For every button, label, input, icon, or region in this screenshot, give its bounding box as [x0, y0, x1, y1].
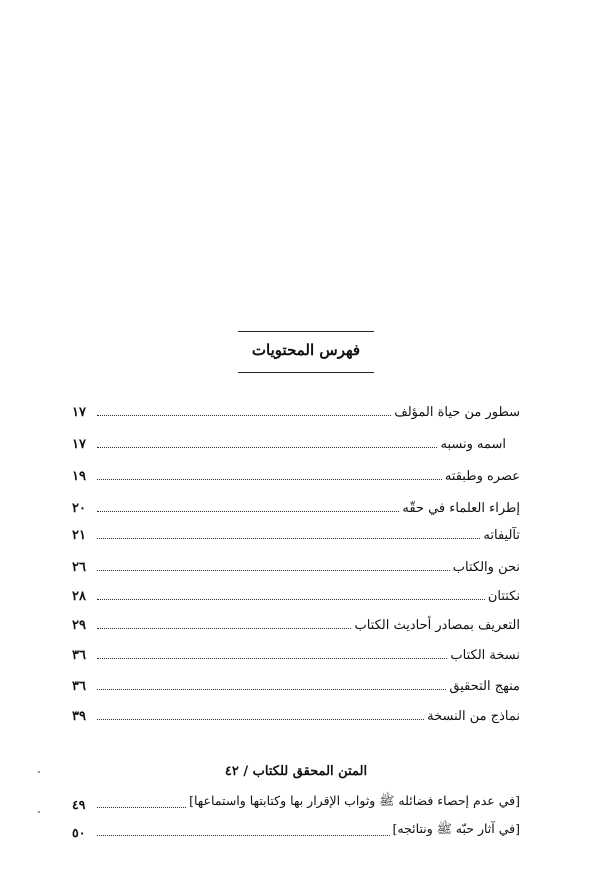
toc-entry [72, 430, 520, 452]
section-entry-label: [في عدم إحصاء فضائله ﷺ وثواب الإقرار بها وكتابتها واستماعها] [189, 793, 520, 808]
scan-speck [38, 811, 40, 813]
dot-leader [97, 719, 424, 720]
title-rule-bottom [238, 372, 374, 373]
toc-title-block [238, 331, 374, 373]
toc-entry-page: ١٧ [72, 405, 86, 420]
toc-entry [72, 702, 520, 724]
toc-entry-label: نحن والكتاب [452, 560, 520, 575]
toc-entry-page: ٢٦ [72, 560, 86, 575]
toc-entry [72, 398, 520, 420]
section-entry-label: [في آثار حبّه ﷺ ونتائجه] [392, 821, 520, 836]
section-entry [72, 818, 520, 840]
toc-entry-page: ٢٠ [72, 501, 86, 516]
dot-leader [97, 447, 437, 448]
toc-entry-page: ٢٩ [72, 618, 86, 633]
dot-leader [97, 689, 446, 690]
dot-leader [97, 570, 450, 571]
toc-entry-label: سطور من حياة المؤلف [394, 405, 520, 420]
title-rule-top [238, 331, 374, 332]
toc-entry-page: ٢١ [72, 528, 86, 543]
section-entry-page: ٥٠ [72, 825, 86, 840]
toc-entry-page: ٣٦ [72, 648, 86, 663]
toc-entry-label: عصره وطبقته [444, 469, 520, 484]
toc-entry [72, 494, 520, 516]
page-title: فهرس المحتويات [251, 341, 361, 359]
toc-entry-page: ١٩ [72, 469, 86, 484]
toc-entry-label: تآليفاته [483, 528, 520, 543]
dot-leader [97, 628, 351, 629]
section-entry [72, 790, 520, 812]
dot-leader [97, 479, 442, 480]
dot-leader [97, 835, 390, 836]
toc-entry-label: نكتتان [487, 589, 520, 604]
toc-entry [72, 641, 520, 663]
toc-entry-page: ٣٦ [72, 679, 86, 694]
toc-entry-label: منهج التحقيق [449, 679, 520, 694]
toc-entry [72, 462, 520, 484]
toc-entry [72, 611, 520, 633]
toc-entry-page: ١٧ [72, 437, 86, 452]
toc-entry [72, 582, 520, 604]
dot-leader [97, 415, 391, 416]
toc-entry [72, 521, 520, 543]
dot-leader [97, 658, 447, 659]
toc-entry-label: التعريف بمصادر أحاديث الكتاب [354, 618, 520, 633]
toc-entry-page: ٣٩ [72, 709, 86, 724]
scan-speck [38, 771, 40, 773]
dot-leader [97, 599, 485, 600]
dot-leader [97, 511, 399, 512]
toc-entry-label: اسمه ونسبه [440, 437, 506, 452]
toc-entry-label: نسخة الكتاب [450, 648, 520, 663]
section-entry-page: ٤٩ [72, 797, 86, 812]
toc-entry [72, 553, 520, 575]
toc-entry [72, 672, 520, 694]
toc-entry-label: إطراء العلماء في حقّه [402, 501, 520, 516]
dot-leader [97, 538, 480, 539]
dot-leader [97, 807, 186, 808]
toc-entry-label: نماذج من النسخة [427, 709, 520, 724]
section-heading: المتن المحقق للكتاب / ٤٢ [224, 764, 368, 779]
toc-entry-page: ٢٨ [72, 589, 86, 604]
